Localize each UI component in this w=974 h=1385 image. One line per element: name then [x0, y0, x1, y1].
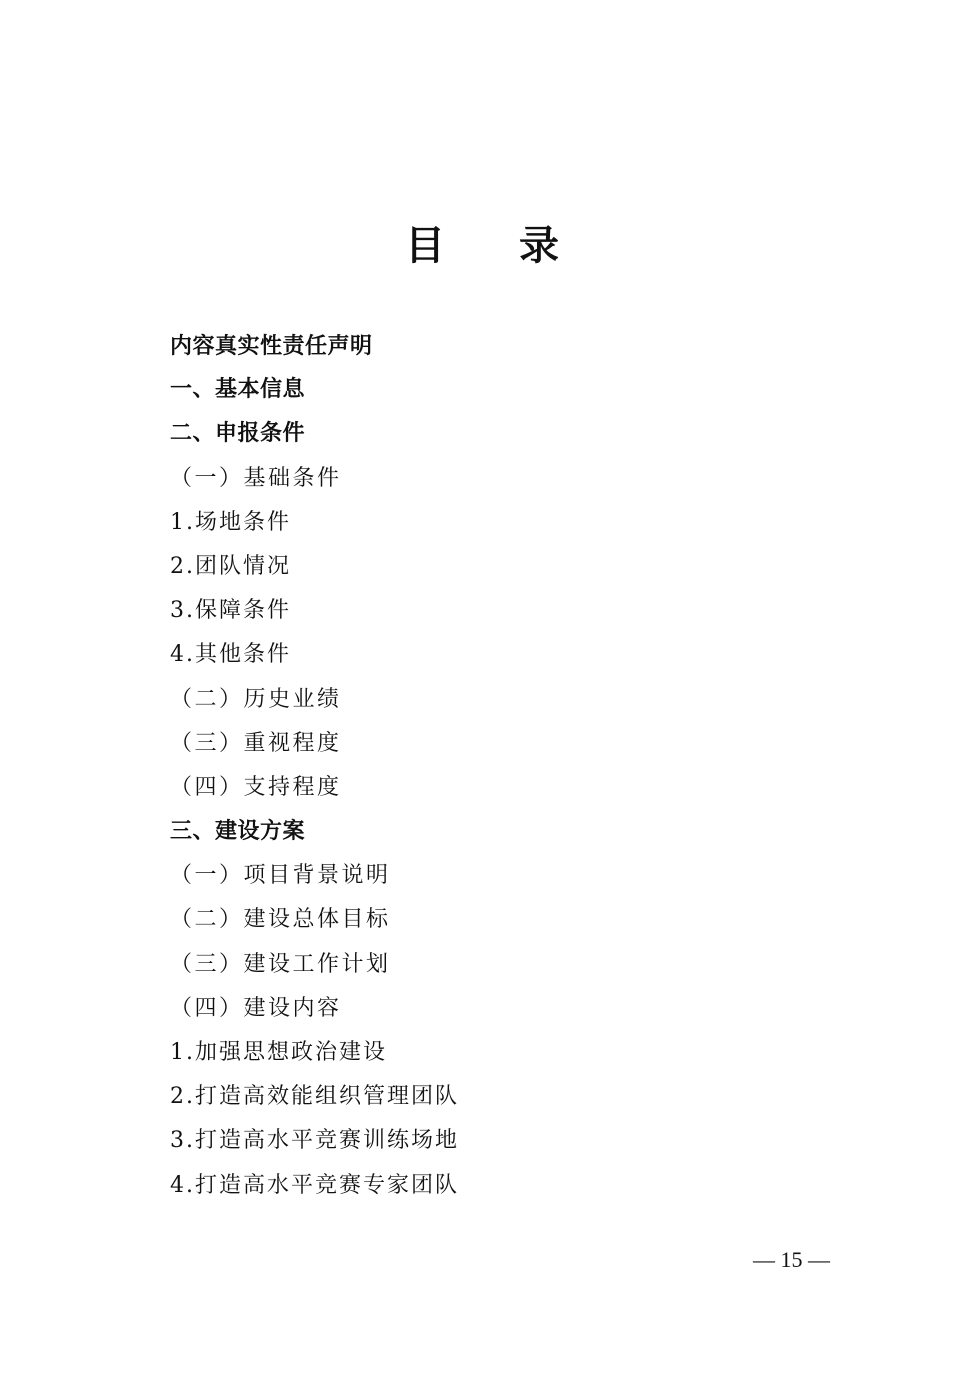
table-of-contents: [170, 324, 810, 1208]
toc-item-expert-team: 4.打造高水平竞赛专家团队: [170, 1172, 459, 1198]
toc-heading-construction-plan: 三、建设方案: [170, 819, 306, 845]
toc-section-past-performance: （二）历史业绩: [170, 686, 342, 712]
toc-section-support-level: （四）支持程度: [170, 774, 342, 800]
toc-item-support-conditions: 3.保障条件: [170, 598, 291, 624]
toc-item-venue-conditions: 1.场地条件: [170, 509, 291, 535]
toc-item-management-team: 2.打造高效能组织管理团队: [170, 1084, 459, 1110]
toc-heading-basic-info: 一、基本信息: [170, 377, 306, 403]
toc-item-training-venue: 3.打造高水平竞赛训练场地: [170, 1128, 459, 1154]
toc-heading-application-conditions: 二、申报条件: [170, 421, 306, 447]
toc-item-other-conditions: 4.其他条件: [170, 642, 291, 668]
toc-section-attention-level: （三）重视程度: [170, 730, 342, 756]
toc-item-political-construction: 1.加强思想政治建设: [170, 1040, 387, 1065]
page-number: — 15 —: [753, 1247, 830, 1272]
toc-heading-declaration: 内容真实性责任声明: [170, 333, 373, 359]
toc-section-construction-content: （四）建设内容: [170, 995, 342, 1021]
toc-section-project-background: （一）项目背景说明: [170, 863, 391, 889]
toc-section-work-plan: （三）建设工作计划: [170, 951, 391, 977]
toc-item-team-situation: 2.团队情况: [170, 553, 291, 579]
page-title: 目 录: [405, 222, 589, 269]
toc-section-overall-goals: （二）建设总体目标: [170, 907, 391, 933]
toc-section-basic-conditions: （一）基础条件: [170, 465, 342, 491]
